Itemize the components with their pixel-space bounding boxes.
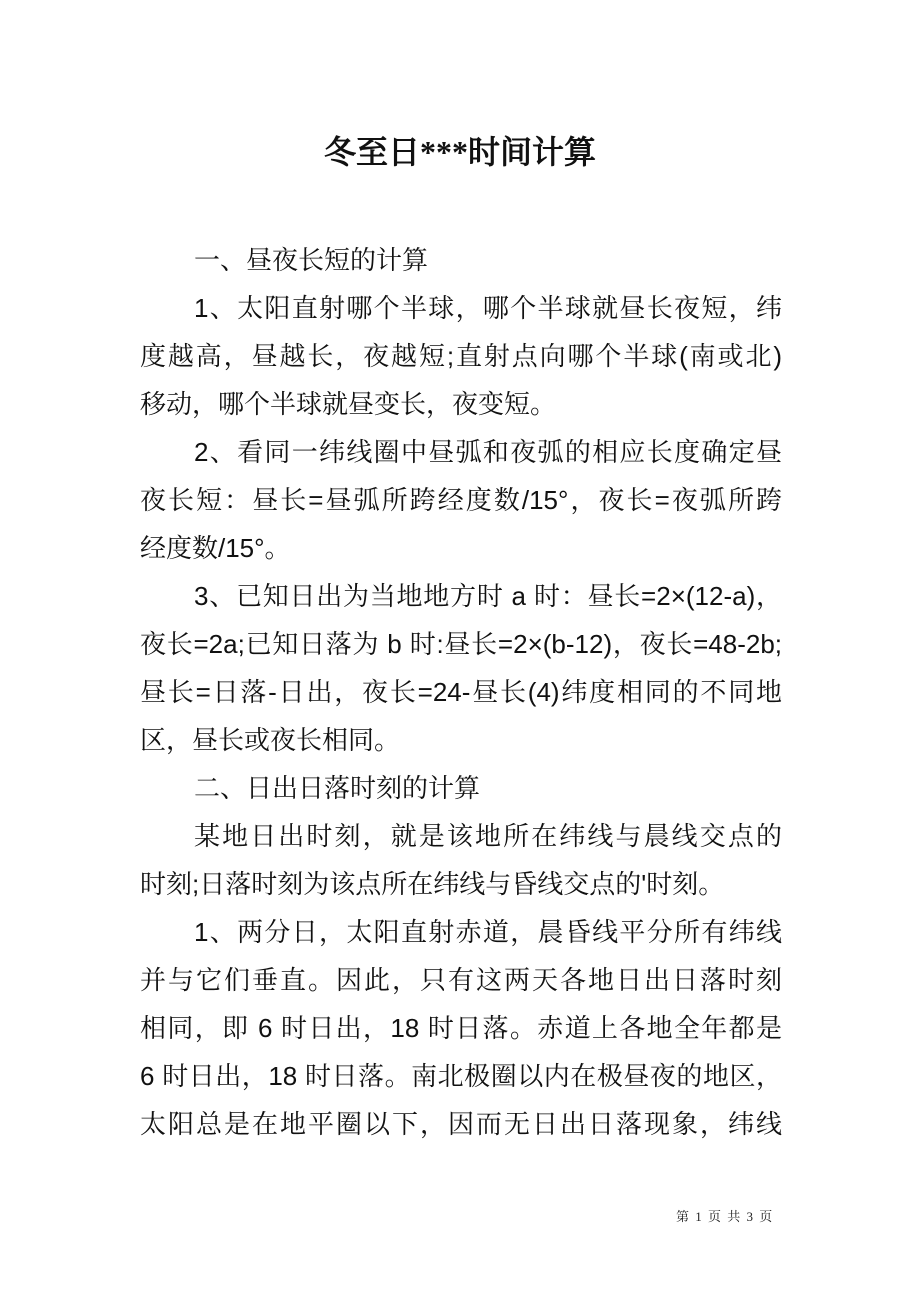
text-line: 3、已知日出为当地地方时 a 时：昼长=2×(12-a)， xyxy=(194,581,782,611)
text-line: 移动，哪个半球就昼变长，夜变短。 xyxy=(140,389,557,419)
document-body xyxy=(140,236,782,1148)
text-line: 某地日出时刻，就是该地所在纬线与晨线交点的 xyxy=(194,821,782,851)
text-line: 夜长短：昼长=昼弧所跨经度数/15°，夜长=夜弧所跨 xyxy=(140,485,782,515)
text-line: 相同，即 6 时日出，18 时日落。赤道上各地全年都是 xyxy=(140,1013,782,1043)
text-line: 并与它们垂直。因此，只有这两天各地日出日落时刻 xyxy=(140,965,782,995)
text-line: 1、两分日，太阳直射赤道，晨昏线平分所有纬线 xyxy=(194,917,782,947)
text-line: 昼长=日落-日出，夜长=24-昼长(4)纬度相同的不同地 xyxy=(140,677,782,707)
text-line: 2、看同一纬线圈中昼弧和夜弧的相应长度确定昼 xyxy=(194,437,782,467)
text-line: 区，昼长或夜长相同。 xyxy=(140,725,401,755)
page-number-footer: 第 1 页 共 3 页 xyxy=(676,1209,773,1224)
text-line: 二、日出日落时刻的计算 xyxy=(194,773,481,803)
text-line: 时刻;日落时刻为该点所在纬线与昏线交点的'时刻。 xyxy=(140,869,725,899)
text-line: 夜长=2a;已知日落为 b 时:昼长=2×(b-12)，夜长=48-2b; xyxy=(140,629,782,659)
text-line: 一、昼夜长短的计算 xyxy=(194,245,429,275)
document-title: 冬至日***时间计算 xyxy=(323,134,596,170)
text-line: 度越高，昼越长，夜越短;直射点向哪个半球(南或北) xyxy=(140,341,782,371)
text-line: 经度数/15°。 xyxy=(140,533,291,563)
text-line: 6 时日出，18 时日落。南北极圈以内在极昼夜的地区， xyxy=(140,1061,782,1091)
text-line: 太阳总是在地平圈以下，因而无日出日落现象，纬线 xyxy=(140,1109,782,1139)
text-line: 1、太阳直射哪个半球，哪个半球就昼长夜短，纬 xyxy=(194,293,782,323)
